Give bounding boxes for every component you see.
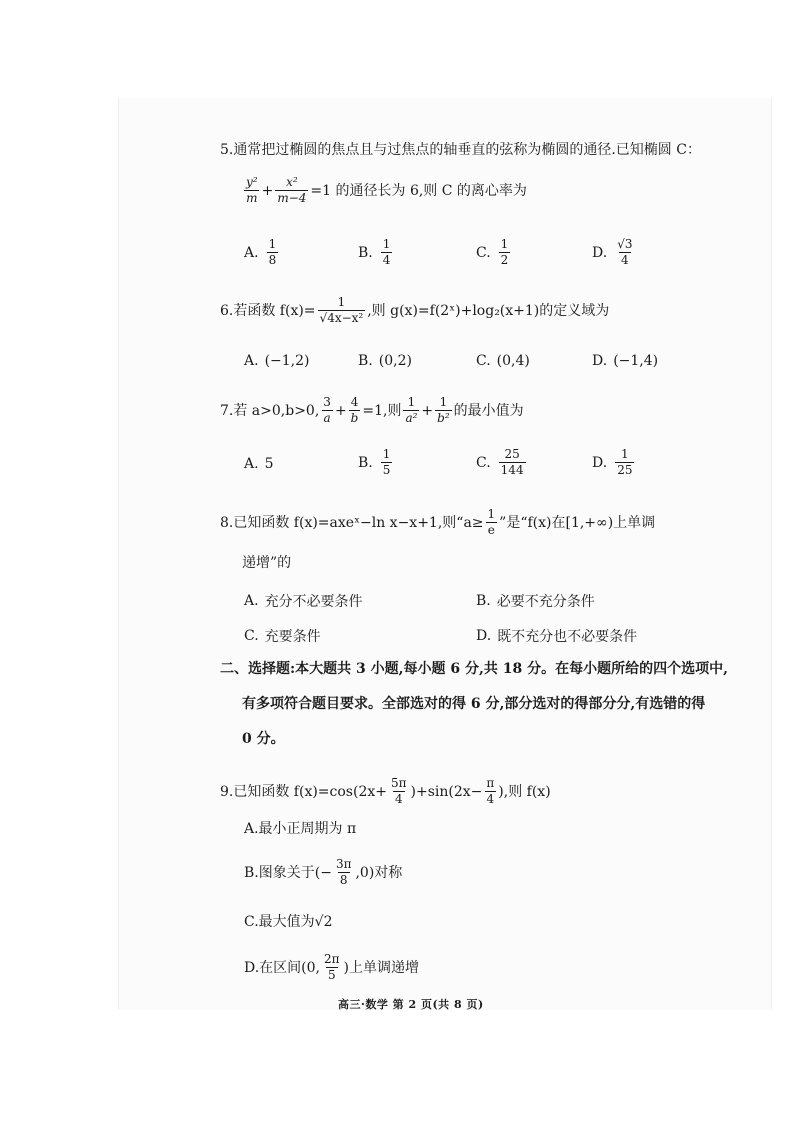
q5-option-d: D. $\frac{√3}{4}$ xyxy=(592,237,633,268)
q6-option-c: C. (0,4) xyxy=(476,353,530,369)
q8-option-b: B. 必要不充分条件 xyxy=(476,593,595,610)
q5-option-a: A. $\frac{1}{8}$ xyxy=(244,237,277,268)
q6-frac: $\frac{1}{\text{√4x−x²}}$ xyxy=(319,295,364,326)
section2-line3: 0 分。 xyxy=(242,731,285,747)
q8-stem: 8.已知函数 f(x)=axeˣ−ln x−x+1,则“a≥ $\frac{1}{e}$ ”是“f(x)在[1,+∞)上单调 xyxy=(220,507,656,538)
q6-prefix: 6.若函数 f(x)= xyxy=(220,302,316,319)
q9-option-b: B.图象关于(− $\frac{3\pi}{8}$ ,0)对称 xyxy=(244,857,403,888)
q5-frac-1: $\frac{\text{y²}}{m}$ xyxy=(246,175,258,206)
q6-option-d: D. (−1,4) xyxy=(592,353,659,369)
q7-option-b: B. $\frac{1}{5}$ xyxy=(358,447,391,478)
q8-option-d: D. 既不充分也不必要条件 xyxy=(476,628,638,645)
q7-option-a: A. 5 xyxy=(244,456,274,472)
q9-option-a: A.最小正周期为 π xyxy=(244,821,357,837)
q8-option-c: C. 充要条件 xyxy=(244,628,321,645)
q7-option-d: D. $\frac{1}{25}$ xyxy=(592,447,633,478)
section2-line2: 有多项符合题目要求。全部选对的得 6 分,部分选对的得部分分,有选错的得 xyxy=(242,696,706,712)
q7-option-c: C. $\frac{25}{144}$ xyxy=(476,447,524,478)
section2-line1: 二、选择题:本大题共 3 小题,每小题 6 分,共 18 分。在每小题所给的四个选项中, xyxy=(220,661,728,677)
q9-stem: 9.已知函数 f(x)=cos(2x+ $\frac{5\pi}{4}$ )+sin(2x− $\frac{\pi}{4}$ ),则 f(x) xyxy=(220,776,551,807)
q8-option-a: A. 充分不必要条件 xyxy=(244,593,363,610)
q6-suffix: ,则 g(x)=f(2ˣ)+log₂(x+1)的定义域为 xyxy=(367,302,610,319)
q5-equation: $\frac{\text{y²}}{m}$ + $\frac{\text{x²}}{m-4}$ =1 的通径长为 6,则 C 的离心率为 xyxy=(246,175,527,206)
q5-option-b: B. $\frac{1}{4}$ xyxy=(358,237,391,268)
q6-stem xyxy=(220,296,609,325)
page-footer: 高三·数学 第 2 页(共 8 页) xyxy=(338,998,484,1011)
q5-frac-2: $\frac{\text{x²}}{m-4}$ xyxy=(277,175,307,206)
q9-option-d: D.在区间(0, $\frac{2\pi}{5}$ )上单调递增 xyxy=(244,952,419,983)
q9-option-c: C.最大值为√2 xyxy=(244,914,333,930)
exam-page xyxy=(118,98,772,1010)
q8-line2: 递增”的 xyxy=(242,555,292,571)
q7-stem: 7.若 a>0,b>0, $\frac{3}{a}$ + $\frac{4}{b}$ =1,则 $\frac{1}{\text{a²}}$ + $\frac{1}{\text{b²}}$ 的最小值为 xyxy=(220,395,524,426)
q5-eq-tail: =1 的通径长为 6,则 C 的离心率为 xyxy=(310,182,527,199)
q6-option-a: A. (−1,2) xyxy=(244,353,310,369)
q5-line1: 5.通常把过椭圆的焦点且与过焦点的轴垂直的弦称为椭圆的通径.已知椭圆 C： xyxy=(220,142,701,158)
q6-option-b: B. (0,2) xyxy=(358,353,412,369)
q5-option-c: C. $\frac{1}{2}$ xyxy=(476,237,509,268)
